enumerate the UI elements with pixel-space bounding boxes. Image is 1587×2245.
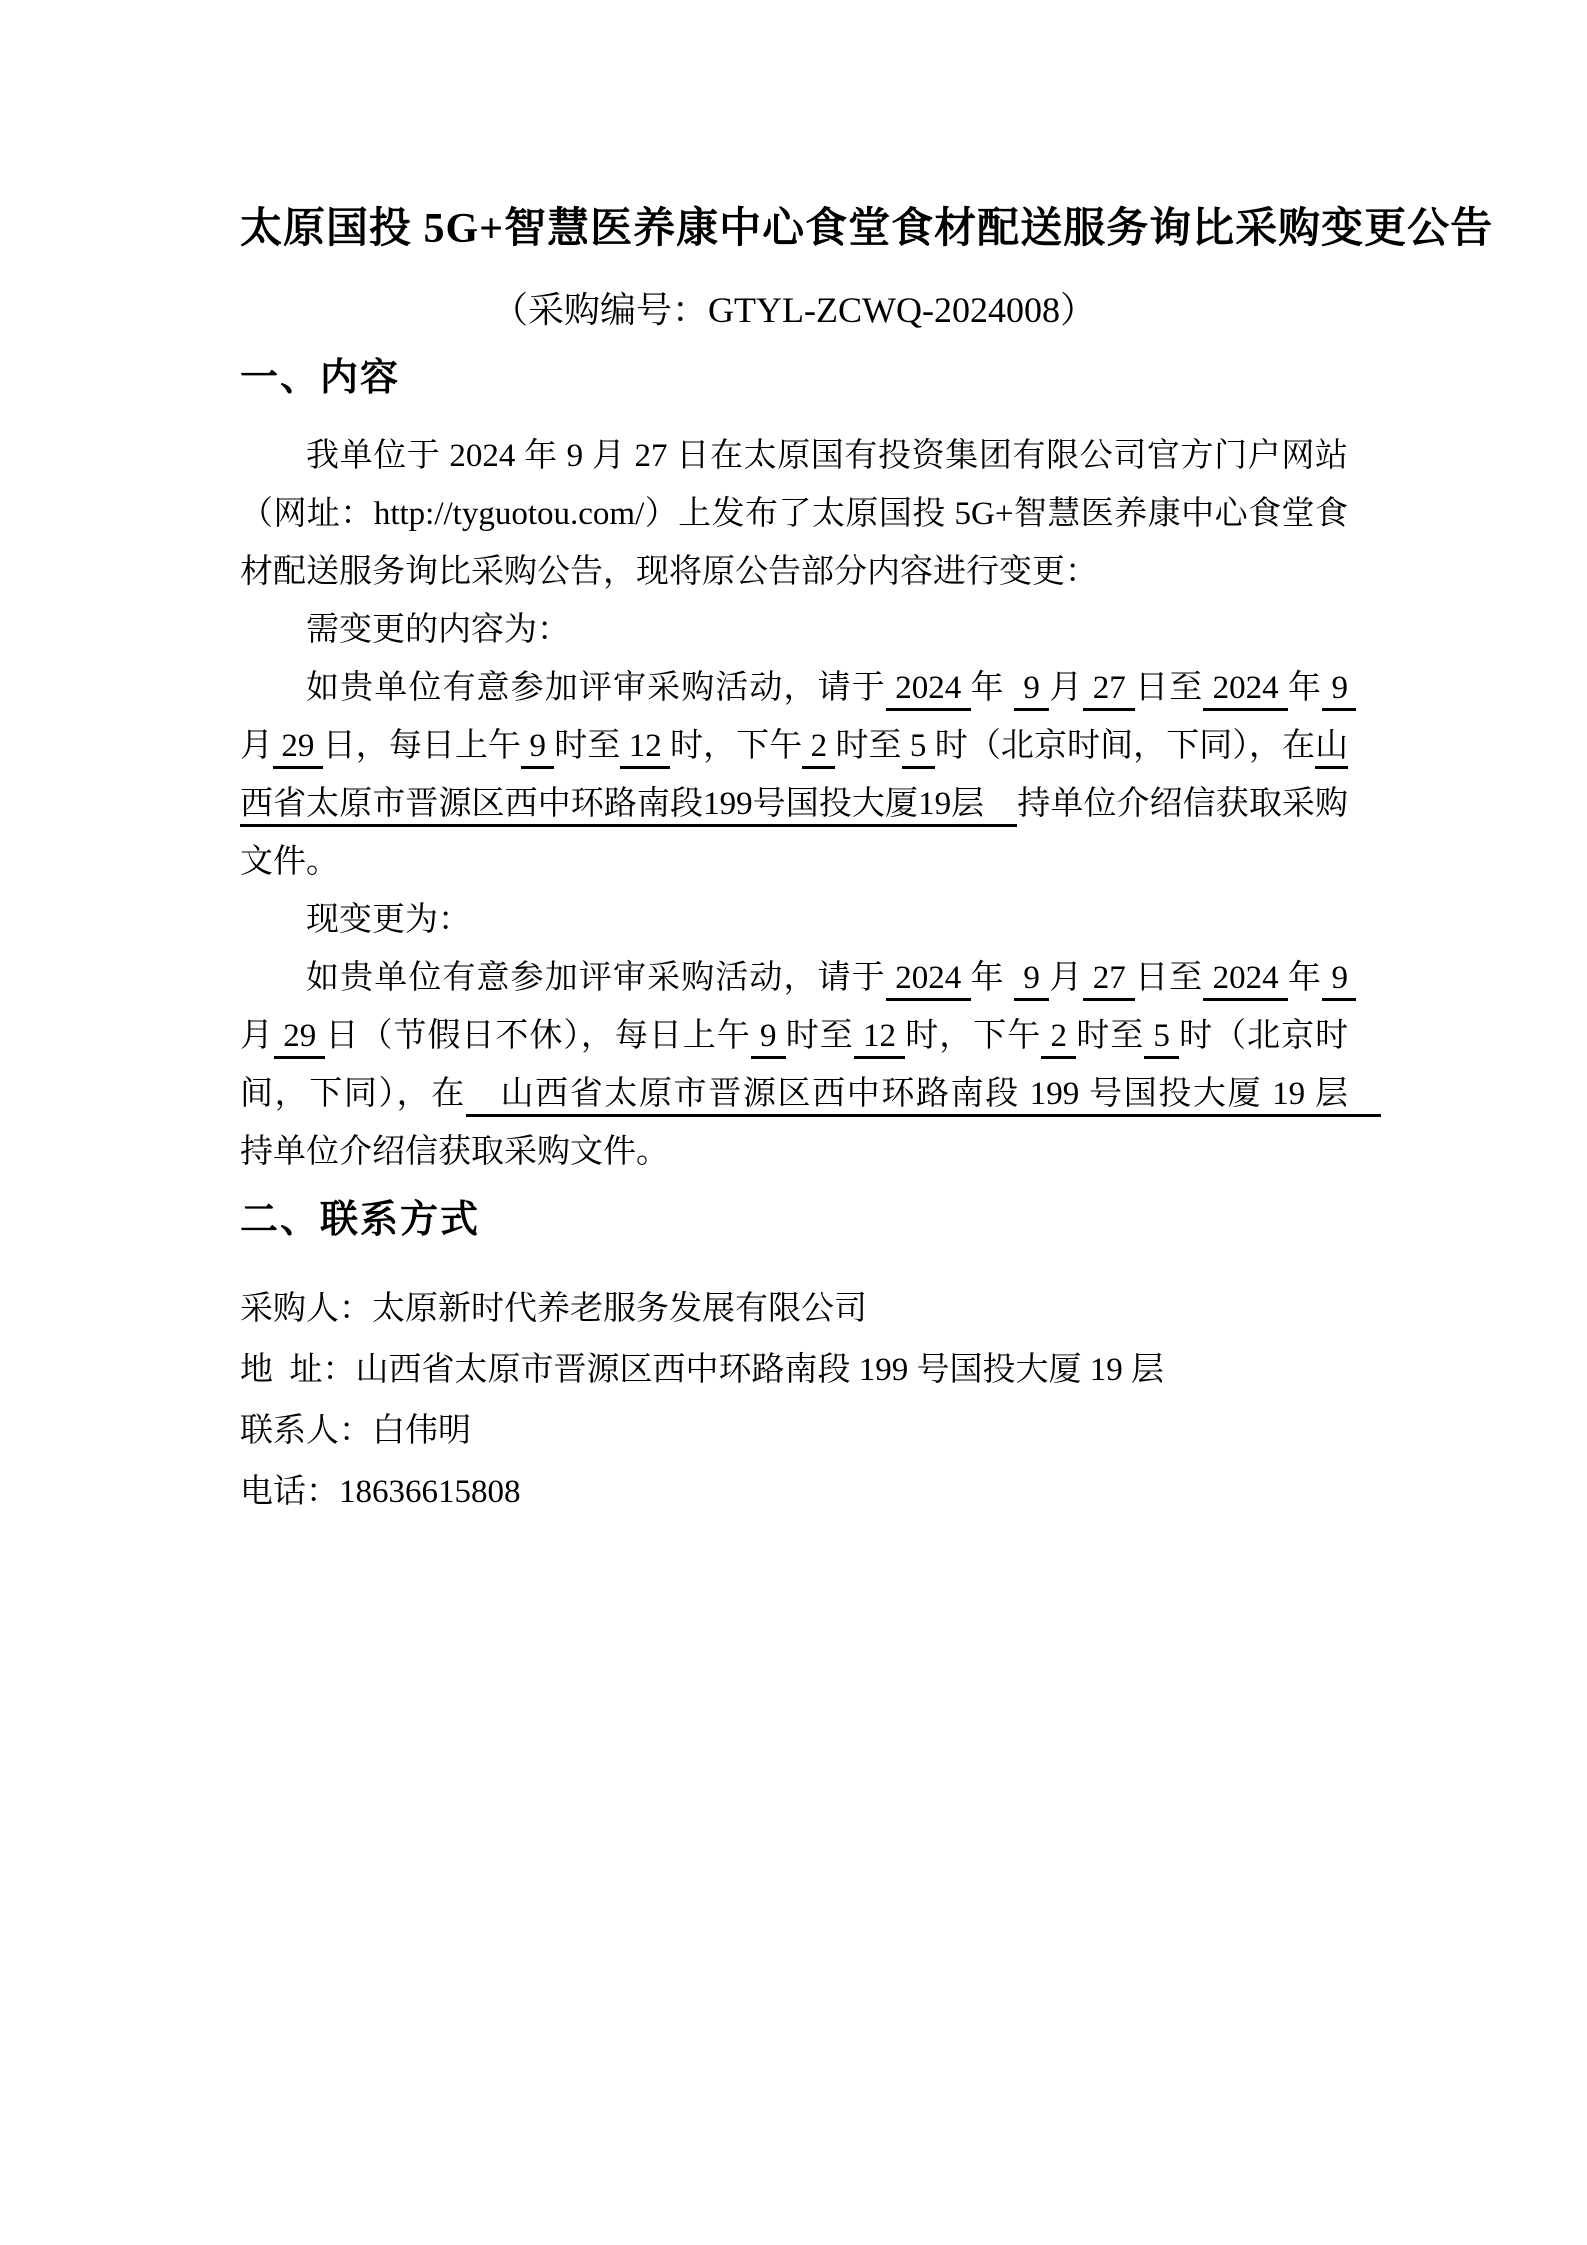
text-segment: 持单位介绍信获取采购文件。 [240,1134,669,1170]
contact-block [240,1279,1348,1523]
underlined-blank-value: 9 [1322,670,1356,711]
text-segment: 时至 [785,1018,854,1054]
underlined-blank-value: 2024 [1203,960,1288,1001]
text-segment: 月 [240,728,274,764]
text-segment: 时，下午 [905,1018,1042,1054]
underlined-blank-value: 2024 [886,670,971,711]
text-segment: 月 [1049,960,1084,996]
paragraph-need-change: 需变更的内容为： [306,612,570,648]
text-segment: 日，每日上午 [322,728,522,764]
text-segment: 时（北京时间，下同），在 [934,728,1316,764]
contact-address-line: 地 址：山西省太原市晋源区西中环路南段 199 号国投大厦 19 层 [240,1352,1164,1388]
underlined-blank-value: 12 [854,1018,905,1059]
document-content [240,203,1494,1523]
text-segment: 如贵单位有意参加评审采购活动，请于 [306,670,886,706]
text-segment: 年 [970,670,1015,706]
contact-phone-line: 电话：18636615808 [240,1474,521,1510]
underlined-blank-value: 9 [1322,960,1356,1001]
underlined-blank-value: 2 [802,728,835,769]
contact-person-line: 联系人：白伟明 [240,1413,471,1449]
text-segment: 持单位介绍信获取采购文件。 [240,786,1348,880]
underlined-blank-value: 27 [1083,960,1135,1001]
underlined-blank-value: 5 [1144,1018,1179,1059]
section-heading-contact: 二、联系方式 [240,1199,481,1241]
text-segment: 年 [1288,960,1323,996]
text-segment: 月 [240,1018,274,1054]
underlined-blank-value: 29 [273,728,323,769]
section-heading-content: 一、内容 [240,357,401,399]
underlined-blank-value: 5 [902,728,935,769]
underlined-blank-value: 山西省太原市晋源区西中环路南段199号国投大厦19层 [240,728,1348,827]
paragraph-change-old [240,659,1357,891]
underlined-blank-value: 9 [1014,960,1049,1001]
underlined-blank-value: 9 [521,728,554,769]
text-segment: 时，下午 [670,728,803,764]
underlined-blank-value: 29 [274,1018,325,1059]
text-segment: 如贵单位有意参加评审采购活动，请于 [306,960,886,996]
document-title: 太原国投 5G+智慧医养康中心食堂食材配送服务询比采购变更公告 [240,206,1494,252]
text-segment: 时至 [835,728,902,764]
paragraph-now-change: 现变更为： [306,902,471,938]
text-segment: 年 [970,960,1015,996]
text-segment: 月 [1049,670,1084,706]
text-segment: 时（北京时间，下同），在 [240,1018,1349,1112]
paragraph-change-new [240,949,1381,1181]
underlined-blank-value: 2 [1041,1018,1076,1059]
underlined-blank-value: 9 [1014,670,1049,711]
underlined-blank-value: 27 [1083,670,1135,711]
text-segment: 时至 [1076,1018,1145,1054]
contact-purchaser-line: 采购人：太原新时代养老服务发展有限公司 [240,1291,867,1327]
procurement-number: （采购编号：GTYL-ZCWQ-2024008） [492,290,1096,330]
text-segment: 日（节假日不休），每日上午 [325,1018,751,1054]
text-segment: 时至 [554,728,621,764]
paragraph-intro: 我单位于 2024 年 9 月 27 日在太原国有投资集团有限公司官方门户网站（网址：http://tyguotou.com/）上发布了太原国投 5G+智慧医养康中心食堂食材配送服务询比采购公告，现将原公告部分内容进行变更： [240,438,1348,590]
underlined-blank-value: 山西省太原市晋源区西中环路南段 199 号国投大厦 19 层 [466,1076,1381,1117]
text-segment: 日至 [1135,670,1204,706]
underlined-blank-value: 9 [751,1018,786,1059]
underlined-blank-value: 12 [620,728,670,769]
text-segment: 日至 [1135,960,1204,996]
text-segment: 年 [1288,670,1323,706]
underlined-blank-value: 2024 [886,960,971,1001]
underlined-blank-value: 2024 [1203,670,1288,711]
